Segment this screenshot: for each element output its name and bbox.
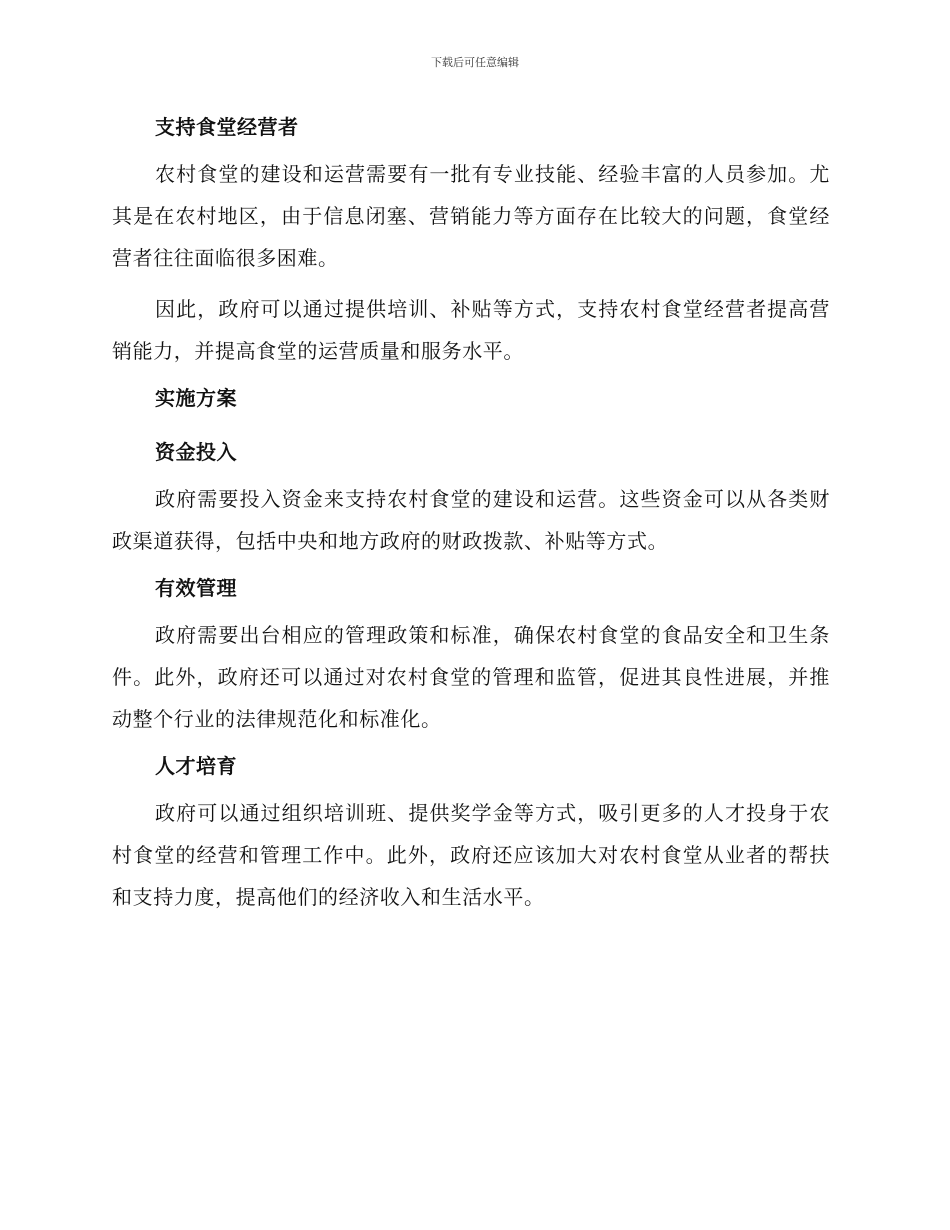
section-heading-talent: 人才培育: [155, 754, 237, 778]
paragraph-management: 政府需要出台相应的管理政策和标准，确保农村食堂的食品安全和卫生条件。此外，政府还可以通过对农村食堂的管理和监管，促进其良性进展，并推动整个行业的法律规范化和标准化。: [112, 623, 830, 731]
paragraph-support-operators-1: 农村食堂的建设和运营需要有一批有专业技能、经验丰富的人员参加。尤其是在农村地区，由于信息闭塞、营销能力等方面存在比较大的问题，食堂经营者往往面临很多困难。: [112, 162, 830, 270]
paragraph-funding: 政府需要投入资金来支持农村食堂的建设和运营。这些资金可以从各类财政渠道获得，包括中央和地方政府的财政拨款、补贴等方式。: [112, 487, 830, 553]
section-heading-funding: 资金投入: [155, 440, 237, 464]
paragraph-support-operators-2: 因此，政府可以通过提供培训、补贴等方式，支持农村食堂经营者提高营销能力，并提高食堂的运营质量和服务水平。: [112, 297, 830, 363]
document-body: [112, 110, 830, 918]
page-header: 下载后可任意编辑: [431, 56, 519, 69]
section-heading-management: 有效管理: [155, 576, 237, 600]
section-heading-implementation-plan: 实施方案: [155, 386, 237, 410]
paragraph-talent: 政府可以通过组织培训班、提供奖学金等方式，吸引更多的人才投身于农村食堂的经营和管理工作中。此外，政府还应该加大对农村食堂从业者的帮扶和支持力度，提高他们的经济收入和生活水平。: [112, 801, 830, 909]
section-heading-support-operators: 支持食堂经营者: [155, 115, 299, 139]
